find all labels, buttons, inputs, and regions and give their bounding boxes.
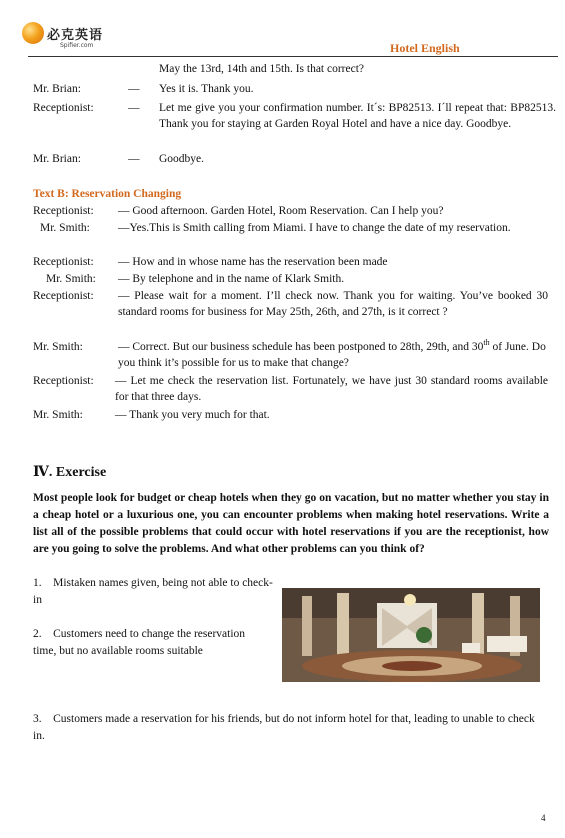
speaker-label: Mr. Smith: — [33, 341, 83, 353]
dialogue-text — [118, 220, 548, 236]
dialogue-text-part: of June. Do you think it’s possible for us to make that change? — [118, 341, 546, 369]
logo-icon — [22, 22, 44, 44]
item-number: 1. — [33, 577, 42, 589]
dialogue-text: — Please wait for a moment. I’ll check now. Thank you for waiting. You’ve booked 30 standard rooms for business for May 25th, 26th, and 27th, is it correct ? — [118, 290, 548, 318]
exercise-item — [33, 626, 258, 660]
dialogue-text: Goodbye. — [159, 153, 205, 165]
speaker-label: Mr. Brian: — [33, 83, 81, 95]
item-number: 2. — [33, 628, 42, 640]
exercise-heading: Ⅳ. Exercise — [33, 465, 107, 480]
logo-subtext: Spifier.com — [60, 42, 94, 49]
exercise-item — [33, 575, 273, 609]
item-text: Customers need to change the reservation time, but no available rooms suitable — [33, 628, 246, 657]
speaker-label: Receptionist: — [33, 102, 94, 114]
hotel-lobby-image — [282, 588, 540, 682]
speaker-label: Receptionist: — [33, 290, 94, 302]
speaker-label: Receptionist: — [33, 375, 94, 387]
item-text: Customers made a reservation for his friends, but do not inform hotel for that, leading to unable to check in. — [33, 713, 535, 742]
dialogue-text: Let me give you your confirmation number. It´s: BP82513. I´ll repeat that: BP82513. Thank you for staying at Garden Royal Hotel and have a nice day. Goodbye. — [159, 102, 556, 130]
dialogue-text — [118, 339, 550, 371]
page-number: 4 — [541, 813, 546, 823]
item-text: Mistaken names given, being not able to check-in — [33, 577, 273, 606]
header-title: Hotel English — [390, 41, 460, 55]
item-number: 3. — [33, 713, 42, 725]
logo-text: 必克英语 — [47, 28, 104, 43]
dialogue-text-span: —Yes.This is Smith calling from Miami. I have to change the date of my reservation. — [118, 222, 511, 234]
dialogue-text: Yes it is. Thank you. — [159, 83, 254, 95]
speaker-label: Mr. Smith: — [33, 409, 83, 421]
header-divider — [28, 56, 558, 57]
speaker-label: Receptionist: — [33, 205, 94, 217]
exercise-intro: Most people look for budget or cheap hotels when they go on vacation, but no matter whether you stay in a cheap hotel or a luxurious one, you can encounter problems when making hotel reservations. Write a list all of the possible problems that could occur with hotel reservations if you are the receptionist, how are you going to solve the problems. And what other problems can you think of? — [33, 492, 549, 555]
speaker-label: Mr. Brian: — [33, 153, 81, 165]
dialogue-text: — By telephone and in the name of Klark Smith. — [118, 273, 345, 285]
speaker-label: Receptionist: — [33, 256, 94, 268]
text-a-line: May the 13rd, 14th and 15th. Is that correct? — [159, 63, 365, 75]
dialogue-text: — How and in whose name has the reservation been made — [118, 256, 388, 268]
dialogue-text: — Thank you very much for that. — [115, 409, 270, 421]
exercise-item — [33, 711, 543, 745]
superscript: th — [483, 338, 490, 348]
dialogue-text: — Let me check the reservation list. Fortunately, we have just 30 standard rooms available for that three days. — [115, 375, 548, 403]
dialogue-text-part: — Correct. But our business schedule has been postponed to 28th, 29th, and 30 — [118, 341, 484, 353]
dash: — — [128, 83, 140, 95]
hotel-lobby-illustration — [282, 588, 540, 682]
speaker-label: Mr. Smith: — [40, 222, 90, 234]
section-heading: Text B: Reservation Changing — [33, 188, 182, 200]
dash: — — [128, 153, 140, 165]
dialogue-text: — Good afternoon. Garden Hotel, Room Reservation. Can I help you? — [118, 205, 444, 217]
speaker-label: Mr. Smith: — [46, 273, 96, 285]
dash: — — [128, 102, 140, 114]
